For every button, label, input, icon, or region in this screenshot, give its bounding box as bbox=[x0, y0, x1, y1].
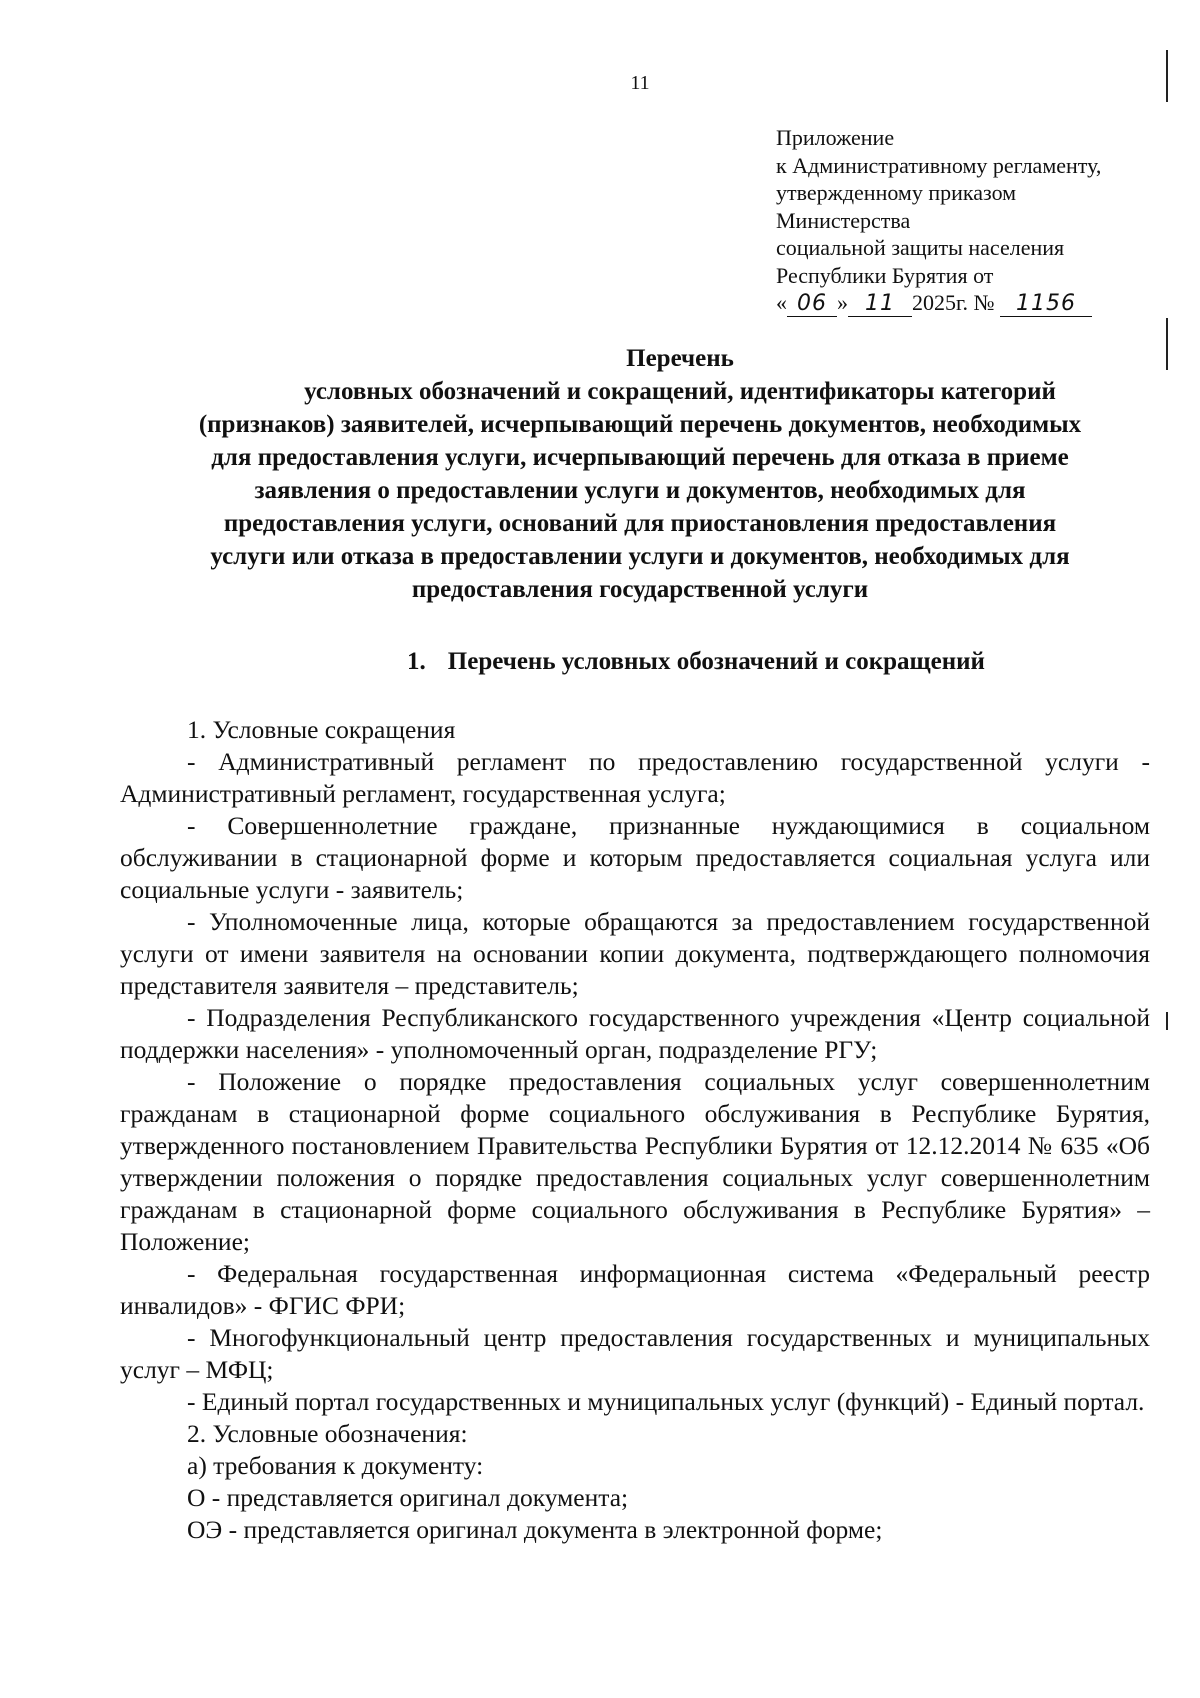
margin-mark bbox=[1166, 318, 1168, 370]
title-line: (признаков) заявителей, исчерпывающий перечень документов, необходимых bbox=[198, 411, 1082, 438]
appendix-line: утвержденному приказом bbox=[776, 180, 1017, 205]
section-heading-text: Перечень условных обозначений и сокращений bbox=[447, 648, 985, 675]
handwritten-order-number: 1156 bbox=[1000, 292, 1092, 317]
paragraph: а) требования к документу: bbox=[187, 1451, 484, 1480]
appendix-line: Республики Бурятия от bbox=[776, 262, 994, 288]
paragraph: - Уполномоченные лица, которые обращаются за предоставлением государственной услуги от имени заявителя на основании копии документа, подтверждающего полномочия представителя заявителя – представитель; bbox=[120, 907, 1150, 1000]
appendix-line: к Административному регламенту, bbox=[776, 152, 1102, 178]
date-open-quote: « bbox=[776, 290, 787, 315]
appendix-block bbox=[776, 124, 1156, 317]
paragraph: - Административный регламент по предоставлению государственной услуги - Административный регламент, государственная услуга; bbox=[120, 747, 1150, 808]
paragraph: 2. Условные обозначения: bbox=[187, 1419, 468, 1448]
date-close-quote: » bbox=[837, 290, 848, 315]
margin-mark bbox=[1166, 50, 1168, 102]
appendix-line: Министерства bbox=[776, 207, 911, 233]
section-heading bbox=[120, 648, 1160, 676]
margin-mark bbox=[1166, 1012, 1168, 1030]
paragraph: - Совершеннолетние граждане, признанные нуждающимися в социальном обслуживании в стационарной форме и которым предоставляется социальная услуга или социальные услуги - заявитель; bbox=[120, 811, 1150, 904]
paragraph: - Единый портал государственных и муниципальных услуг (функций) - Единый портал. bbox=[187, 1387, 1145, 1416]
document-title bbox=[120, 342, 1160, 606]
paragraph: 1. Условные сокращения bbox=[187, 715, 456, 744]
title-head: Перечень bbox=[626, 345, 734, 372]
paragraph: О - представляется оригинал документа; bbox=[187, 1483, 629, 1512]
appendix-line: Приложение bbox=[776, 125, 895, 150]
title-line: услуги или отказа в предоставлении услуги и документов, необходимых для bbox=[210, 543, 1070, 570]
title-line: предоставления услуги, оснований для приостановления предоставления bbox=[223, 510, 1057, 537]
appendix-line: социальной защиты населения bbox=[776, 235, 1065, 260]
page-number: 11 bbox=[630, 72, 650, 94]
order-date-line bbox=[776, 289, 1156, 317]
handwritten-day: 06 bbox=[787, 292, 837, 317]
handwritten-month: 11 bbox=[848, 292, 912, 317]
paragraph: - Положение о порядке предоставления социальных услуг совершеннолетним гражданам в стационарной форме социального обслуживания в Республике Бурятия, утвержденного постановлением Правительства Республики Бурятия от 12.12.2014 № 635 «Об утверждении положения о порядке предоставления социальных услуг совершеннолетним гражданам в стационарной форме социального обслуживания в Республике Бурятия» – Положение; bbox=[120, 1067, 1150, 1256]
section-number: 1. bbox=[407, 648, 426, 675]
title-line: предоставления государственной услуги bbox=[411, 576, 869, 603]
title-line: условных обозначений и сокращений, идентификаторы категорий bbox=[304, 378, 1056, 405]
paragraph: - Подразделения Республиканского государственного учреждения «Центр социальной поддержки населения» - уполномоченный орган, подразделение РГУ; bbox=[120, 1003, 1150, 1064]
date-year-text: 2025г. № bbox=[912, 290, 995, 315]
title-line: заявления о предоставлении услуги и документов, необходимых для bbox=[254, 477, 1026, 504]
paragraph: - Федеральная государственная информационная система «Федеральный реестр инвалидов» - ФГИС ФРИ; bbox=[120, 1259, 1150, 1320]
title-line: для предоставления услуги, исчерпывающий перечень для отказа в приеме bbox=[211, 444, 1069, 471]
paragraph: ОЭ - представляется оригинал документа в электронной форме; bbox=[187, 1515, 883, 1544]
paragraph: - Многофункциональный центр предоставления государственных и муниципальных услуг – МФЦ; bbox=[120, 1323, 1150, 1384]
body-text bbox=[120, 714, 1150, 1546]
